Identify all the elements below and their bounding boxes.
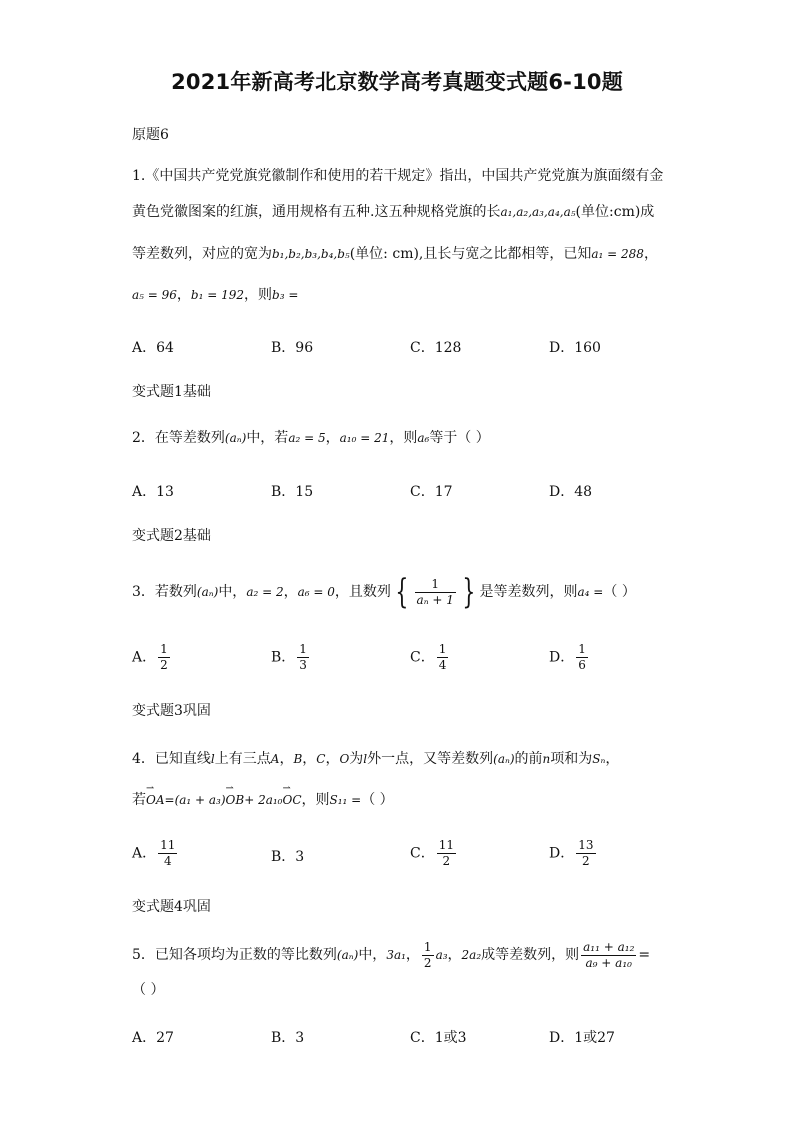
q4-option-c: C． $\frac{11}{2}$ [410, 838, 454, 868]
q1-text: ， [643, 246, 658, 262]
q1-math-b3: b₃ = [272, 288, 299, 302]
q1-math-a5: a₅ = 96 [132, 288, 177, 302]
q4-option-b: B．3 [271, 849, 305, 865]
q2-option-a: A．13 [132, 484, 174, 500]
q3-a6: a₆ = 0 [297, 585, 335, 599]
q1-option-c: C．128 [410, 340, 462, 356]
q2-option-d: D．48 [549, 484, 593, 500]
q3-text: 3．若数列 [132, 584, 197, 600]
q5-line1: 5．已知各项均为正数的等比数列(aₙ)中，3a₁， $\frac{1}{2}$ a₃，2a₂成等差数列，则 $\frac{\text{a₁₁ + a₁₂}}{\text{a₉ + a₁₀}}$ = [132, 939, 651, 970]
q3-option-c: C． $\frac{1}{4}$ [410, 642, 447, 672]
q3-option-b: B． $\frac{1}{3}$ [271, 642, 307, 672]
q4-line2: 若⇀ OA=(a₁ + a₃)⇀ OB+ 2a₁₀⇀ OC，则S₁₁ =（ ） [132, 790, 394, 810]
q1-text: 等差数列，对应的宽为 [132, 246, 272, 262]
q2-option-b: B．15 [271, 484, 314, 500]
q2-a10: a₁₀ = 21 [339, 431, 390, 445]
q2-option-c: C．17 [410, 484, 453, 500]
q3-seq: (aₙ) [196, 585, 219, 599]
q1-line4 [132, 285, 298, 305]
q2-text: 等于（ ） [429, 430, 490, 446]
q2-line [132, 428, 490, 448]
q2-text: ， [325, 430, 340, 446]
q2-text: 中，若 [246, 430, 289, 446]
q1-option-a: A．64 [132, 340, 174, 356]
q1-line3 [132, 244, 658, 264]
vector-ob: ⇀ OB [226, 790, 245, 810]
q5-option-a: A．27 [132, 1030, 174, 1046]
q3-text: 中， [218, 584, 247, 600]
section-original-6: 原题6 [132, 127, 169, 143]
q2-text: 2．在等差数列 [132, 430, 225, 446]
section-variant-1: 变式题1基础 [132, 384, 211, 400]
vector-oc: ⇀ OC [282, 790, 301, 810]
section-variant-2: 变式题2基础 [132, 528, 211, 544]
q4-line1: 4．已知直线l上有三点A，B，C，O为l外一点，又等差数列(aₙ)的前n项和为Sₙ， [132, 751, 620, 767]
q4-option-a: A． $\frac{11}{4}$ [132, 838, 176, 868]
q1-math-a: a₁,a₂,a₃,a₄,a₅ [500, 205, 576, 219]
q3-text: 是等差数列，则 [479, 584, 578, 600]
q5-option-d: D．1或27 [549, 1030, 615, 1046]
q1-option-d: D．160 [549, 340, 601, 356]
section-variant-3: 变式题3巩固 [132, 703, 211, 719]
q2-a2: a₂ = 5 [288, 431, 326, 445]
q3-text: （ ） [603, 584, 636, 600]
page-title: 2021年新高考北京数学高考真题变式题6-10题 [171, 70, 623, 94]
q5-option-b: B．3 [271, 1030, 305, 1046]
q3-a4: a₄ = [577, 585, 604, 599]
q1-text: ，则 [244, 287, 273, 303]
vector-oa: ⇀ OA [146, 790, 165, 810]
q1-text: 黄色党徽图案的红旗，通用规格有五种.这五种规格党旗的长 [132, 204, 501, 220]
q3-text: ，且数列 [334, 584, 391, 600]
q1-line1: 1.《中国共产党党旗党徽制作和使用的若干规定》指出，中国共产党党旗为旗面缀有金 [132, 168, 664, 184]
q3-line: 3．若数列(aₙ)中，a₂ = 2，a₆ = 0，且数列 { $\frac{1}{\text{aₙ + 1}}$ } 是等差数列，则a₄ =（ ） [132, 572, 636, 612]
q1-text: ， [176, 287, 191, 303]
q1-text: (单位: cm),且长与宽之比都相等，已知 [349, 246, 592, 262]
q3-option-d: D． $\frac{1}{6}$ [549, 642, 586, 672]
q5-line2: （ ） [132, 982, 165, 998]
q1-text: (单位:cm)成 [575, 204, 655, 220]
q2-a6: a₆ [417, 431, 430, 445]
q1-math-a1: a₁ = 288 [591, 247, 644, 261]
q2-text: ，则 [389, 430, 418, 446]
section-variant-4: 变式题4巩固 [132, 899, 211, 915]
q1-line2 [132, 202, 654, 222]
q1-option-b: B．96 [271, 340, 314, 356]
q3-fraction: $\frac{1}{\text{aₙ + 1}}$ [416, 576, 454, 607]
q3-a2: a₂ = 2 [246, 585, 284, 599]
q3-text: ， [283, 584, 298, 600]
q1-math-b1: b₁ = 192 [190, 288, 245, 302]
q3-option-a: A． $\frac{1}{2}$ [132, 642, 168, 672]
q4-option-d: D． $\frac{13}{2}$ [549, 838, 594, 868]
q5-option-c: C．1或3 [410, 1030, 467, 1046]
q2-seq: (aₙ) [224, 431, 247, 445]
q1-math-b: b₁,b₂,b₃,b₄,b₅ [272, 247, 350, 261]
